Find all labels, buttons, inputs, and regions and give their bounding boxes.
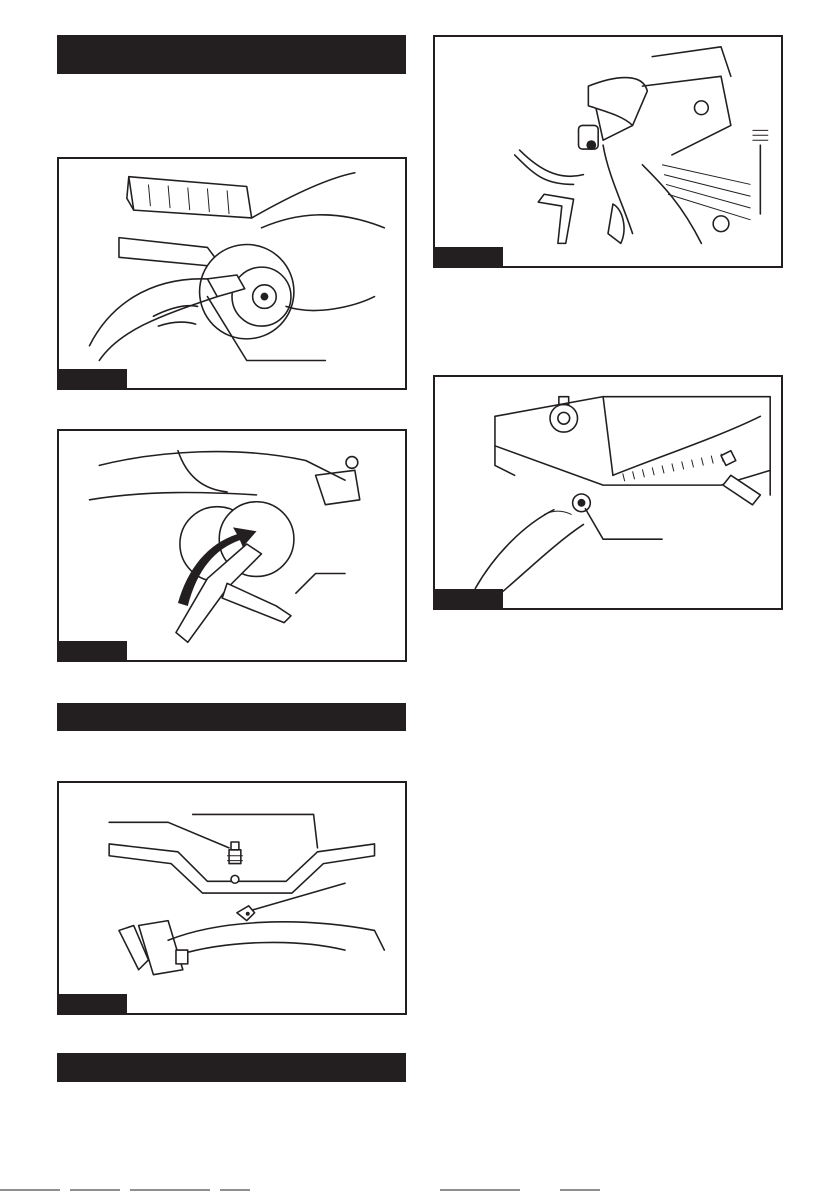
bottom-rule [0,1184,840,1192]
figure-4-label-tab [435,247,503,266]
figure-4-tool-head [433,35,783,268]
figure-2-t-handle-turn [57,429,407,662]
figure-5-turntable [433,375,783,610]
figure-4-illustration [435,37,781,266]
figure-2-label-tab [59,641,127,660]
figure-1-label-tab [59,369,127,388]
figure-3-wrench-storage [57,781,407,1015]
figure-2-illustration [59,431,405,660]
section-header-bar-3 [57,1053,406,1082]
figure-1-hex-wrench-on-blade [57,157,407,390]
figure-1-illustration [59,159,405,388]
figure-3-illustration [59,783,405,1013]
figure-5-label-tab [435,589,503,608]
figure-5-illustration [435,377,781,608]
section-header-bar-2 [57,703,406,731]
section-header-bar-1 [57,35,406,74]
figure-3-label-tab [59,994,127,1013]
